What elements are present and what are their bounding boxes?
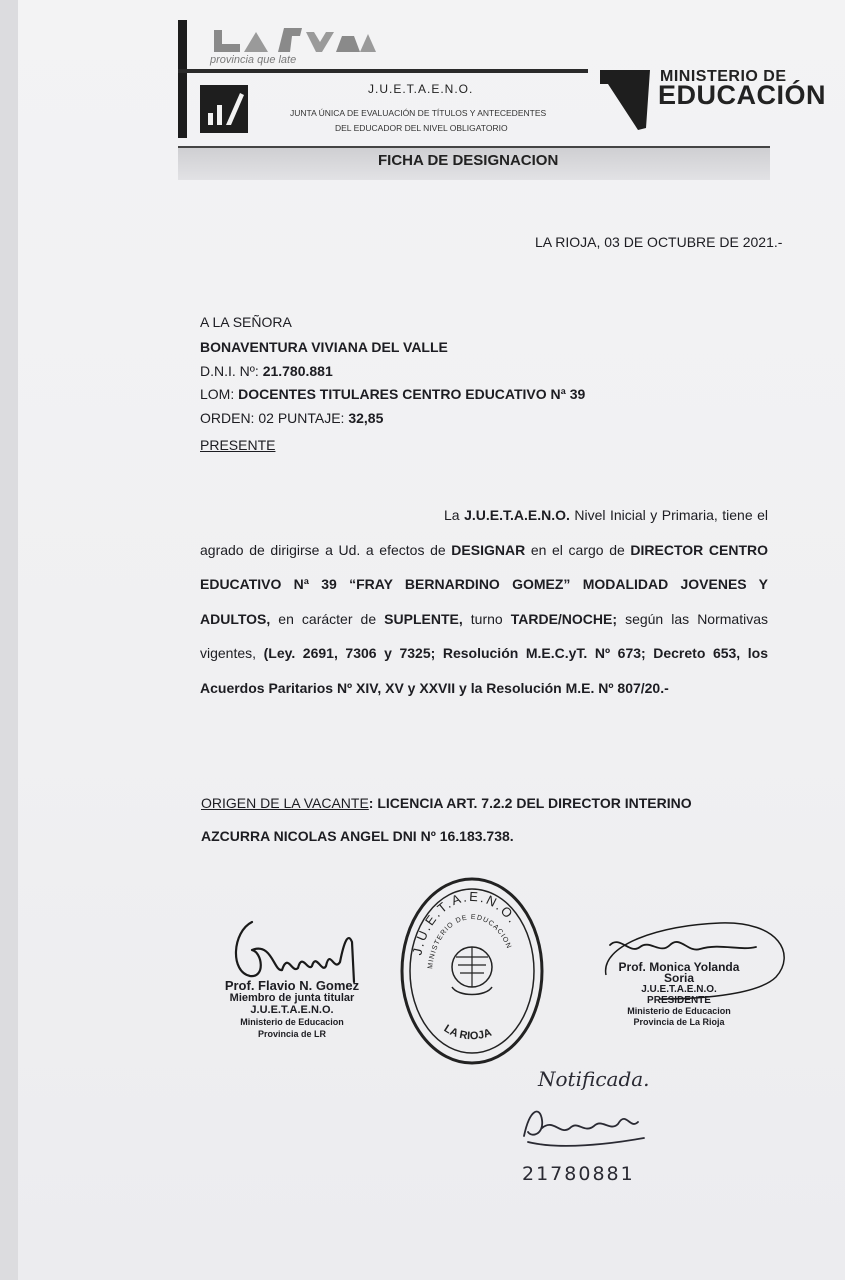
ministry-line-2: EDUCACIÓN — [658, 80, 827, 110]
signer-right-ministry: Ministerio de Educacion — [627, 1006, 731, 1016]
org-acronym: J.U.E.T.A.E.N.O. — [368, 82, 474, 96]
brand-tagline: provincia que late — [210, 54, 297, 66]
puntaje-label: PUNTAJE: — [277, 410, 345, 426]
seal-bottom-text: LA RIOJA — [441, 1022, 494, 1043]
signer-left-role: Miembro de junta titular — [229, 992, 355, 1004]
signer-right-province: Provincia de La Rioja — [633, 1017, 725, 1027]
origen-line-2: AZCURRA NICOLAS ANGEL DNI Nº 16.183.738. — [201, 828, 514, 844]
designation-paragraph — [200, 498, 768, 705]
lom-value: DOCENTES TITULARES CENTRO EDUCATIVO Nª 39 — [238, 386, 586, 402]
signature-left-scribble — [222, 912, 362, 984]
dni-value: 21.780.881 — [262, 363, 333, 379]
date-line: LA RIOJA, 03 DE OCTUBRE DE 2021.- — [535, 234, 783, 250]
body-text-7: en carácter de — [270, 610, 385, 627]
body-org: J.U.E.T.A.E.N.O. — [464, 507, 570, 523]
body-text-1: La — [444, 507, 465, 523]
orden-value: 02 — [258, 410, 274, 426]
signer-left-ministry: Ministerio de Educacion — [240, 1017, 344, 1027]
ministry-line-1: MINISTERIO DE — [660, 68, 787, 85]
orden-label: ORDEN: — [200, 410, 255, 426]
signer-right-name: Prof. Monica Yolanda Soria — [618, 960, 740, 985]
seal-inner-text: MINISTERIO DE EDUCACION — [427, 913, 513, 970]
form-title: FICHA DE DESIGNACION — [378, 152, 559, 169]
notified-dni: 21780881 — [522, 1163, 635, 1185]
signature-left-label — [222, 980, 362, 1040]
juetaeno-logo — [200, 85, 248, 133]
signer-right-org: J.U.E.T.A.E.N.O. — [641, 984, 717, 995]
dni-line — [200, 363, 333, 379]
svg-text:MINISTERIO DE EDUCACION — [427, 914, 512, 969]
dni-label: D.N.I. Nº: — [200, 363, 259, 379]
signer-left-province: Provincia de LR — [257, 1029, 327, 1039]
header-logo-bar — [178, 20, 187, 138]
body-text-11: según las Normativas vigentes, — [200, 610, 768, 661]
signer-right-role: PRESIDENTE — [647, 995, 711, 1006]
origen-detail: LICENCIA ART. 7.2.2 DEL DIRECTOR INTERINO — [373, 795, 692, 811]
body-text-3: Nivel Inicial y Primaria, tiene el agrado de dirigirse a Ud. a efectos de — [200, 507, 768, 558]
origen-colon: : — [368, 795, 374, 811]
svg-text:LA RIOJA — [442, 1023, 494, 1043]
signature-right-label — [604, 962, 754, 1028]
org-full-line-2: DEL EDUCADOR DEL NIVEL OBLIGATORIO — [335, 123, 508, 133]
body-caracter: SUPLENTE, — [384, 610, 463, 627]
body-designar: DESIGNAR — [451, 541, 526, 558]
la-rioja-logo — [210, 22, 380, 58]
lom-label: LOM: — [200, 386, 235, 402]
body-text-9: turno — [462, 610, 511, 627]
puntaje-value: 32,85 — [348, 410, 384, 426]
notified-word: Notificada. — [538, 1067, 650, 1091]
org-full-line-1: JUNTA ÚNICA DE EVALUACIÓN DE TÍTULOS Y ANTECEDENTES — [290, 108, 547, 118]
official-seal — [398, 875, 546, 1067]
body-text-5: en el cargo de — [525, 541, 631, 558]
body-cargo: DIRECTOR CENTRO EDUCATIVO Nª 39 “FRAY BERNARDINO GOMEZ” MODALIDAD JOVENES Y ADULTOS, — [200, 541, 769, 627]
notification-handwriting — [520, 1058, 680, 1188]
lom-line — [200, 386, 585, 402]
header-rule — [178, 69, 588, 73]
salutation: A LA SEÑORA — [200, 314, 292, 330]
body-turno: TARDE/NOCHE; — [510, 610, 618, 627]
ministry-logo-mark — [600, 70, 650, 130]
orden-line — [200, 410, 383, 426]
seal-top-text: J.U.E.T.A.E.N.O. — [409, 888, 522, 957]
signer-left-name: Prof. Flavio N. Gomez — [224, 978, 360, 993]
origen-line-1 — [201, 795, 692, 811]
recipient-name: BONAVENTURA VIVIANA DEL VALLE — [200, 339, 448, 355]
body-normativas: (Ley. 2691, 7306 y 7325; Resolución M.E.C.yT. Nº 673; Decreto 653, los Acuerdos Paritarios Nº XIV, XV y XXVII y la Resolución M.E. Nº 807/20.- — [200, 645, 768, 696]
signer-left-org: J.U.E.T.A.E.N.O. — [250, 1004, 334, 1016]
origen-label: ORIGEN DE LA VACANTE — [201, 795, 369, 811]
presente: PRESENTE — [200, 437, 276, 453]
